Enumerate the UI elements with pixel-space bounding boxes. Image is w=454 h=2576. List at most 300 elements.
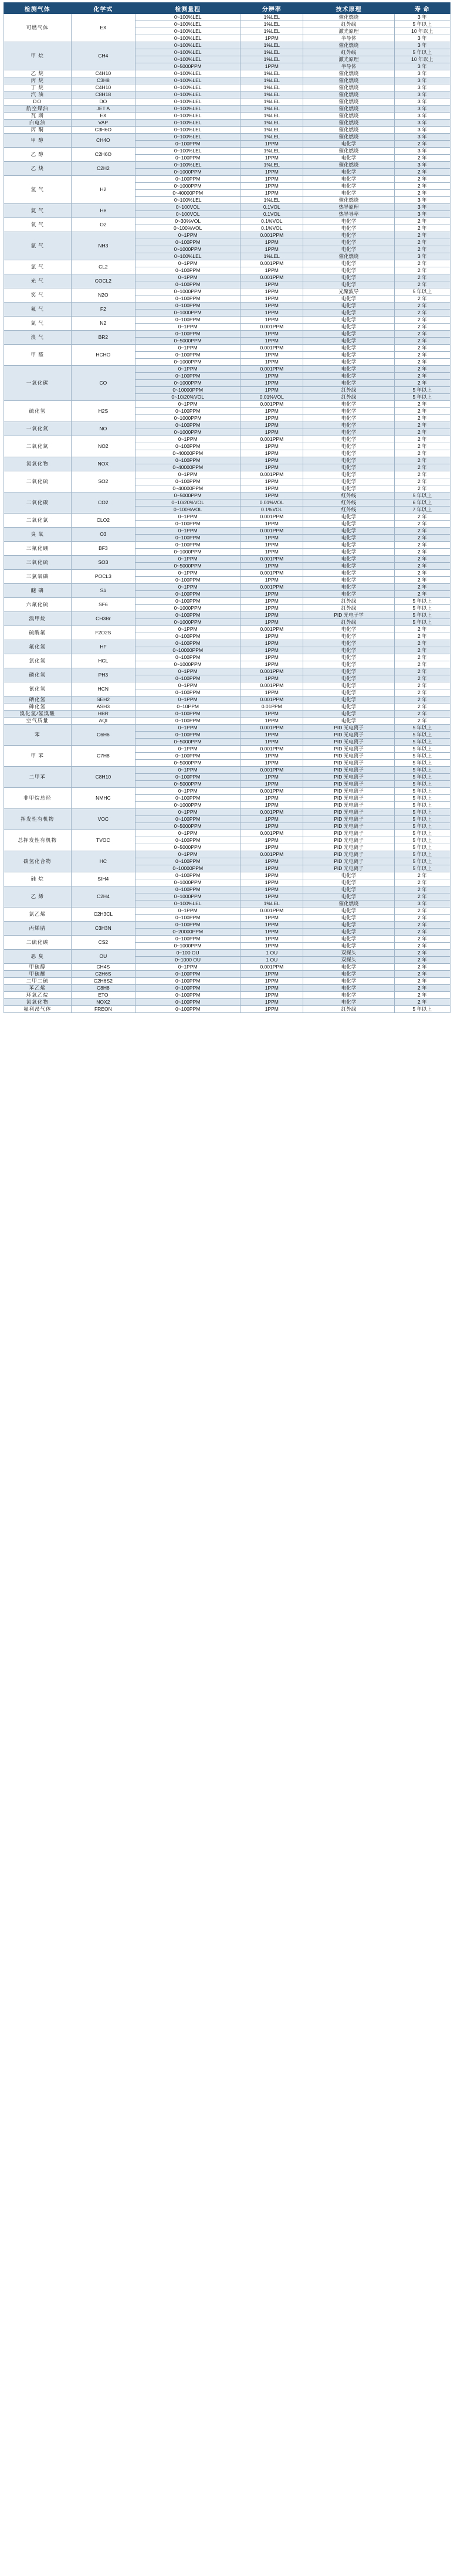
cell-range: 0~1PPM bbox=[135, 746, 240, 753]
cell-lifetime: 2 年 bbox=[394, 908, 450, 915]
cell-technology: 电化学 bbox=[303, 696, 394, 704]
cell-lifetime: 2 年 bbox=[394, 155, 450, 162]
cell-range: 0~1PPM bbox=[135, 324, 240, 331]
cell-lifetime: 2 年 bbox=[394, 922, 450, 929]
cell-technology: 电化学 bbox=[303, 985, 394, 992]
cell-resolution: 1PPM bbox=[240, 816, 303, 823]
cell-range: 0~1000PPM bbox=[135, 183, 240, 190]
cell-range: 0~100PPM bbox=[135, 542, 240, 549]
table-row bbox=[4, 668, 450, 675]
cell-resolution: 1PPM bbox=[240, 795, 303, 802]
cell-gas-name: 乙 醇 bbox=[4, 148, 72, 162]
cell-range: 0~100PPM bbox=[135, 457, 240, 464]
cell-technology: 电化学 bbox=[303, 886, 394, 893]
cell-range: 0~100PPM bbox=[135, 816, 240, 823]
cell-range: 0~1PPM bbox=[135, 626, 240, 633]
cell-technology: 催化燃烧 bbox=[303, 42, 394, 49]
cell-lifetime: 3 年 bbox=[394, 91, 450, 98]
cell-lifetime: 2 年 bbox=[394, 872, 450, 879]
cell-resolution: 1PPM bbox=[240, 893, 303, 900]
cell-formula: BR2 bbox=[71, 331, 135, 345]
cell-resolution: 1PPM bbox=[240, 310, 303, 317]
cell-range: 0~1PPM bbox=[135, 436, 240, 443]
cell-resolution: 1PPM bbox=[240, 760, 303, 767]
cell-formula: NO2 bbox=[71, 436, 135, 457]
cell-lifetime: 10 年以上 bbox=[394, 56, 450, 63]
cell-range: 0~1000PPM bbox=[135, 619, 240, 626]
table-row bbox=[4, 654, 450, 661]
cell-formula: C3H3N bbox=[71, 922, 135, 936]
cell-range: 0~100PPM bbox=[135, 281, 240, 288]
cell-range: 0~100PPM bbox=[135, 936, 240, 943]
cell-formula: SO2 bbox=[71, 471, 135, 492]
cell-range: 0~1PPM bbox=[135, 767, 240, 774]
cell-gas-name: 挥发性有机物 bbox=[4, 809, 72, 830]
cell-lifetime: 3 年 bbox=[394, 148, 450, 155]
cell-resolution: 0.001PPM bbox=[240, 668, 303, 675]
cell-lifetime: 3 年 bbox=[394, 35, 450, 42]
cell-resolution: 1PPM bbox=[240, 380, 303, 387]
table-row bbox=[4, 978, 450, 985]
cell-lifetime: 3 年 bbox=[394, 70, 450, 77]
cell-range: 0~1PPM bbox=[135, 366, 240, 373]
cell-technology: 电化学 bbox=[303, 281, 394, 288]
cell-gas-name: 瓦 斯 bbox=[4, 113, 72, 120]
cell-resolution: 0.001PPM bbox=[240, 528, 303, 535]
cell-range: 0~100PPM bbox=[135, 598, 240, 605]
cell-resolution: 1PPM bbox=[240, 858, 303, 865]
col-header-resolution: 分辨率 bbox=[240, 3, 303, 14]
cell-technology: 催化燃烧 bbox=[303, 900, 394, 908]
cell-technology: 电化学 bbox=[303, 535, 394, 542]
cell-technology: PID 光电离子 bbox=[303, 746, 394, 753]
cell-resolution: 1PPM bbox=[240, 373, 303, 380]
cell-resolution: 0.1VOL bbox=[240, 204, 303, 211]
table-row bbox=[4, 964, 450, 971]
cell-range: 0~10PPM bbox=[135, 704, 240, 711]
table-row bbox=[4, 14, 450, 21]
cell-technology: 电化学 bbox=[303, 929, 394, 936]
cell-formula: C8H18 bbox=[71, 91, 135, 98]
cell-resolution: 1 OU bbox=[240, 957, 303, 964]
cell-technology: 电化学 bbox=[303, 218, 394, 225]
cell-resolution: 0.001PPM bbox=[240, 626, 303, 633]
cell-resolution: 0.001PPM bbox=[240, 830, 303, 837]
cell-technology: 电化学 bbox=[303, 345, 394, 352]
cell-technology: 红外线 bbox=[303, 499, 394, 507]
cell-lifetime: 3 年 bbox=[394, 77, 450, 84]
cell-technology: PID 光电离子 bbox=[303, 802, 394, 809]
cell-technology: 电化学 bbox=[303, 992, 394, 999]
cell-resolution: 1PPM bbox=[240, 457, 303, 464]
cell-lifetime: 2 年 bbox=[394, 893, 450, 900]
cell-technology: 电化学 bbox=[303, 711, 394, 718]
table-row bbox=[4, 422, 450, 429]
cell-technology: 电化学 bbox=[303, 324, 394, 331]
cell-formula: VOC bbox=[71, 809, 135, 830]
cell-range: 0~100%LEL bbox=[135, 42, 240, 49]
cell-resolution: 1PPM bbox=[240, 640, 303, 647]
cell-gas-name: 丙 烷 bbox=[4, 77, 72, 84]
cell-resolution: 1PPM bbox=[240, 303, 303, 310]
cell-lifetime: 5 年以上 bbox=[394, 830, 450, 837]
table-row bbox=[4, 809, 450, 816]
cell-gas-name: 氨 气 bbox=[4, 232, 72, 260]
cell-lifetime: 2 年 bbox=[394, 915, 450, 922]
table-row bbox=[4, 922, 450, 929]
cell-resolution: 1PPM bbox=[240, 802, 303, 809]
cell-technology: 红外线 bbox=[303, 394, 394, 401]
cell-technology: 催化燃烧 bbox=[303, 77, 394, 84]
cell-formula: C2H6S bbox=[71, 971, 135, 978]
cell-gas-name: 臭 氧 bbox=[4, 528, 72, 542]
cell-range: 0~100%LEL bbox=[135, 120, 240, 127]
cell-technology: 电化学 bbox=[303, 936, 394, 943]
cell-gas-name: 氢 气 bbox=[4, 176, 72, 204]
cell-technology: 电化学 bbox=[303, 549, 394, 556]
table-row bbox=[4, 514, 450, 521]
cell-technology: 光聚波导 bbox=[303, 288, 394, 295]
cell-lifetime: 5 年以上 bbox=[394, 605, 450, 612]
cell-range: 0~100PPM bbox=[135, 711, 240, 718]
cell-lifetime: 3 年 bbox=[394, 106, 450, 113]
table-row bbox=[4, 830, 450, 837]
cell-lifetime: 2 年 bbox=[394, 443, 450, 450]
cell-range: 0~100PPM bbox=[135, 267, 240, 274]
table-row bbox=[4, 908, 450, 915]
cell-gas-name: 丙烯腈 bbox=[4, 922, 72, 936]
cell-lifetime: 3 年 bbox=[394, 84, 450, 91]
cell-gas-name: 一氧化氮 bbox=[4, 422, 72, 436]
cell-range: 0~100%VOL bbox=[135, 225, 240, 232]
cell-resolution: 1PPM bbox=[240, 317, 303, 324]
cell-formula: N2 bbox=[71, 317, 135, 331]
cell-range: 0~100PPM bbox=[135, 640, 240, 647]
cell-resolution: 1PPM bbox=[240, 429, 303, 436]
col-header-gas: 检测气体 bbox=[4, 3, 72, 14]
cell-technology: 电化学 bbox=[303, 626, 394, 633]
cell-resolution: 0.001PPM bbox=[240, 696, 303, 704]
cell-technology: 电化学 bbox=[303, 429, 394, 436]
cell-formula: HCN bbox=[71, 682, 135, 696]
cell-formula: BF3 bbox=[71, 542, 135, 556]
cell-gas-name: 非甲烷总烃 bbox=[4, 788, 72, 809]
cell-range: 0~100PPM bbox=[135, 795, 240, 802]
cell-range: 0~1PPM bbox=[135, 260, 240, 267]
cell-range: 0~100VOL bbox=[135, 204, 240, 211]
cell-lifetime: 5 年以上 bbox=[394, 767, 450, 774]
cell-technology: 电化学 bbox=[303, 577, 394, 584]
cell-formula: POCL3 bbox=[71, 570, 135, 584]
cell-technology: 电化学 bbox=[303, 303, 394, 310]
cell-lifetime: 5 年以上 bbox=[394, 837, 450, 844]
cell-resolution: 1PPM bbox=[240, 267, 303, 274]
cell-range: 0~1PPM bbox=[135, 570, 240, 577]
cell-resolution: 0.001PPM bbox=[240, 584, 303, 591]
table-row bbox=[4, 127, 450, 134]
cell-lifetime: 2 年 bbox=[394, 535, 450, 542]
cell-technology: 电化学 bbox=[303, 190, 394, 197]
cell-range: 0~10/20%VOL bbox=[135, 499, 240, 507]
cell-lifetime: 5 年以上 bbox=[394, 802, 450, 809]
cell-lifetime: 5 年以上 bbox=[394, 753, 450, 760]
cell-range: 0~100PPM bbox=[135, 872, 240, 879]
cell-formula: TVOC bbox=[71, 830, 135, 851]
cell-technology: 双探头 bbox=[303, 950, 394, 957]
cell-range: 0~1PPM bbox=[135, 851, 240, 858]
cell-lifetime: 2 年 bbox=[394, 978, 450, 985]
cell-resolution: 1%LEL bbox=[240, 77, 303, 84]
cell-resolution: 1PPM bbox=[240, 359, 303, 366]
cell-gas-name: 氟利昂气体 bbox=[4, 1006, 72, 1013]
cell-lifetime: 5 年以上 bbox=[394, 387, 450, 394]
cell-formula: CO bbox=[71, 366, 135, 401]
cell-technology: 电化学 bbox=[303, 675, 394, 682]
table-row bbox=[4, 288, 450, 295]
cell-resolution: 1%LEL bbox=[240, 21, 303, 28]
cell-lifetime: 2 年 bbox=[394, 640, 450, 647]
cell-technology: PID 光电离子 bbox=[303, 732, 394, 739]
cell-lifetime: 2 年 bbox=[394, 689, 450, 696]
table-row bbox=[4, 162, 450, 169]
cell-range: 0~100PPM bbox=[135, 176, 240, 183]
cell-lifetime: 2 年 bbox=[394, 450, 450, 457]
cell-lifetime: 3 年 bbox=[394, 211, 450, 218]
cell-range: 0~1PPM bbox=[135, 528, 240, 535]
cell-resolution: 1PPM bbox=[240, 732, 303, 739]
cell-lifetime: 5 年以上 bbox=[394, 816, 450, 823]
table-row bbox=[4, 317, 450, 324]
cell-lifetime: 2 年 bbox=[394, 176, 450, 183]
cell-resolution: 1PPM bbox=[240, 872, 303, 879]
cell-range: 0~100%LEL bbox=[135, 77, 240, 84]
cell-resolution: 0.001PPM bbox=[240, 345, 303, 352]
cell-formula: COCL2 bbox=[71, 274, 135, 288]
cell-lifetime: 2 年 bbox=[394, 626, 450, 633]
cell-lifetime: 3 年 bbox=[394, 900, 450, 908]
cell-range: 0~100PPM bbox=[135, 633, 240, 640]
cell-lifetime: 2 年 bbox=[394, 992, 450, 999]
cell-gas-name: 汽 油 bbox=[4, 91, 72, 98]
cell-lifetime: 2 年 bbox=[394, 429, 450, 436]
cell-lifetime: 3 年 bbox=[394, 197, 450, 204]
cell-lifetime: 2 年 bbox=[394, 169, 450, 176]
cell-range: 0~100PPM bbox=[135, 675, 240, 682]
cell-formula: OU bbox=[71, 950, 135, 964]
cell-range: 0~100PPM bbox=[135, 1006, 240, 1013]
cell-technology: 电化学 bbox=[303, 563, 394, 570]
cell-resolution: 1PPM bbox=[240, 922, 303, 929]
table-row bbox=[4, 725, 450, 732]
cell-technology: 电化学 bbox=[303, 422, 394, 429]
cell-technology: 电化学 bbox=[303, 964, 394, 971]
cell-resolution: 0.1%VOL bbox=[240, 218, 303, 225]
cell-range: 0~100PPM bbox=[135, 443, 240, 450]
cell-lifetime: 2 年 bbox=[394, 422, 450, 429]
cell-gas-name: 二硫化碳 bbox=[4, 936, 72, 950]
cell-technology: PID 光电离子 bbox=[303, 809, 394, 816]
cell-lifetime: 2 年 bbox=[394, 352, 450, 359]
cell-technology: 电化学 bbox=[303, 401, 394, 408]
cell-range: 0~1000PPM bbox=[135, 879, 240, 886]
cell-technology: 电化学 bbox=[303, 141, 394, 148]
table-row bbox=[4, 598, 450, 605]
cell-range: 0~100%LEL bbox=[135, 98, 240, 106]
cell-lifetime: 2 年 bbox=[394, 457, 450, 464]
cell-gas-name: 丁 烷 bbox=[4, 84, 72, 91]
cell-range: 0~5000PPM bbox=[135, 760, 240, 767]
cell-resolution: 1%LEL bbox=[240, 148, 303, 155]
cell-range: 0~1000PPM bbox=[135, 246, 240, 253]
cell-resolution: 0.001PPM bbox=[240, 851, 303, 858]
cell-technology: 半导体 bbox=[303, 35, 394, 42]
cell-resolution: 0.001PPM bbox=[240, 809, 303, 816]
cell-lifetime: 2 年 bbox=[394, 183, 450, 190]
cell-lifetime: 5 年以上 bbox=[394, 21, 450, 28]
cell-range: 0~1000PPM bbox=[135, 310, 240, 317]
cell-technology: 电化学 bbox=[303, 528, 394, 535]
cell-lifetime: 5 年以上 bbox=[394, 809, 450, 816]
cell-technology: 电化学 bbox=[303, 274, 394, 281]
cell-lifetime: 2 年 bbox=[394, 957, 450, 964]
cell-technology: 电化学 bbox=[303, 457, 394, 464]
cell-resolution: 0.001PPM bbox=[240, 964, 303, 971]
cell-gas-name: 氦 气 bbox=[4, 204, 72, 218]
cell-lifetime: 2 年 bbox=[394, 521, 450, 528]
cell-technology: 电化学 bbox=[303, 640, 394, 647]
cell-formula: ETO bbox=[71, 992, 135, 999]
cell-resolution: 1%LEL bbox=[240, 253, 303, 260]
cell-lifetime: 5 年以上 bbox=[394, 795, 450, 802]
cell-technology: 催化燃烧 bbox=[303, 70, 394, 77]
cell-technology: 电化学 bbox=[303, 661, 394, 668]
cell-technology: 电化学 bbox=[303, 246, 394, 253]
cell-technology: 电化学 bbox=[303, 915, 394, 922]
cell-range: 0~100%LEL bbox=[135, 162, 240, 169]
cell-lifetime: 2 年 bbox=[394, 943, 450, 950]
cell-technology: 电化学 bbox=[303, 668, 394, 675]
table-row bbox=[4, 851, 450, 858]
cell-gas-name: 硅 烷 bbox=[4, 872, 72, 886]
cell-formula: CH3Br bbox=[71, 612, 135, 626]
cell-technology: PID 光电离子 bbox=[303, 753, 394, 760]
cell-resolution: 1PPM bbox=[240, 190, 303, 197]
cell-lifetime: 2 年 bbox=[394, 682, 450, 689]
cell-resolution: 0.01%VOL bbox=[240, 499, 303, 507]
cell-resolution: 1PPM bbox=[240, 408, 303, 415]
cell-lifetime: 3 年 bbox=[394, 98, 450, 106]
cell-formula: C2H3CL bbox=[71, 908, 135, 922]
cell-resolution: 1%LEL bbox=[240, 28, 303, 35]
cell-technology: 电化学 bbox=[303, 971, 394, 978]
cell-resolution: 1PPM bbox=[240, 886, 303, 893]
cell-technology: 催化燃烧 bbox=[303, 106, 394, 113]
cell-resolution: 1PPM bbox=[240, 443, 303, 450]
cell-gas-name: 总挥发性有机物 bbox=[4, 830, 72, 851]
cell-resolution: 0.001PPM bbox=[240, 260, 303, 267]
cell-technology: 催化燃烧 bbox=[303, 197, 394, 204]
cell-range: 0~100%LEL bbox=[135, 84, 240, 91]
cell-lifetime: 2 年 bbox=[394, 661, 450, 668]
cell-technology: 电化学 bbox=[303, 647, 394, 654]
cell-technology: 电化学 bbox=[303, 239, 394, 246]
cell-lifetime: 3 年 bbox=[394, 42, 450, 49]
cell-lifetime: 7 年以上 bbox=[394, 507, 450, 514]
cell-lifetime: 2 年 bbox=[394, 380, 450, 387]
cell-range: 0~100PPM bbox=[135, 352, 240, 359]
cell-formula: O3 bbox=[71, 528, 135, 542]
cell-lifetime: 5 年以上 bbox=[394, 823, 450, 830]
cell-resolution: 1PPM bbox=[240, 823, 303, 830]
cell-gas-name: 二氧化硫 bbox=[4, 471, 72, 492]
cell-technology: 电化学 bbox=[303, 295, 394, 303]
cell-lifetime: 6 年以上 bbox=[394, 499, 450, 507]
cell-lifetime: 2 年 bbox=[394, 478, 450, 485]
cell-range: 0~100PPM bbox=[135, 521, 240, 528]
cell-formula: C8H8 bbox=[71, 985, 135, 992]
cell-formula: CH4O bbox=[71, 134, 135, 148]
cell-technology: 电化学 bbox=[303, 591, 394, 598]
cell-formula: C2H6S2 bbox=[71, 978, 135, 985]
cell-resolution: 1PPM bbox=[240, 535, 303, 542]
cell-technology: 催化燃烧 bbox=[303, 91, 394, 98]
cell-range: 0~1000PPM bbox=[135, 893, 240, 900]
col-header-lifetime: 寿 命 bbox=[394, 3, 450, 14]
cell-gas-name: 醚 磷 bbox=[4, 584, 72, 598]
cell-resolution: 1PPM bbox=[240, 837, 303, 844]
cell-formula: HC bbox=[71, 851, 135, 872]
cell-technology: PID 光电离子 bbox=[303, 851, 394, 858]
cell-range: 0~1PPM bbox=[135, 908, 240, 915]
cell-resolution: 1PPM bbox=[240, 999, 303, 1006]
cell-range: 0~100%LEL bbox=[135, 197, 240, 204]
cell-resolution: 1PPM bbox=[240, 612, 303, 619]
cell-resolution: 0.1%VOL bbox=[240, 225, 303, 232]
cell-formula: NMHC bbox=[71, 788, 135, 809]
cell-lifetime: 2 年 bbox=[394, 647, 450, 654]
cell-technology: 电化学 bbox=[303, 176, 394, 183]
table-row bbox=[4, 134, 450, 141]
cell-formula: C7H8 bbox=[71, 746, 135, 767]
cell-lifetime: 5 年以上 bbox=[394, 1006, 450, 1013]
cell-formula: H2S bbox=[71, 401, 135, 422]
cell-technology: 电化学 bbox=[303, 485, 394, 492]
cell-lifetime: 2 年 bbox=[394, 879, 450, 886]
table-row bbox=[4, 436, 450, 443]
cell-resolution: 1PPM bbox=[240, 936, 303, 943]
table-row bbox=[4, 70, 450, 77]
cell-lifetime: 2 年 bbox=[394, 542, 450, 549]
cell-range: 0~100PPM bbox=[135, 858, 240, 865]
cell-technology: PID 光电离子 bbox=[303, 795, 394, 802]
cell-resolution: 1PPM bbox=[240, 35, 303, 42]
cell-resolution: 0.001PPM bbox=[240, 556, 303, 563]
cell-range: 0~5000PPM bbox=[135, 844, 240, 851]
cell-gas-name: 二氧化氯 bbox=[4, 514, 72, 528]
cell-range: 0~100%LEL bbox=[135, 113, 240, 120]
cell-technology: 电化学 bbox=[303, 436, 394, 443]
cell-resolution: 1PPM bbox=[240, 450, 303, 457]
cell-resolution: 1PPM bbox=[240, 654, 303, 661]
cell-gas-name: 丙 酮 bbox=[4, 127, 72, 134]
cell-formula: C2H2 bbox=[71, 162, 135, 176]
cell-formula: EX bbox=[71, 113, 135, 120]
cell-gas-name: 航空煤油 bbox=[4, 106, 72, 113]
cell-resolution: 1PPM bbox=[240, 661, 303, 668]
cell-technology: 电化学 bbox=[303, 943, 394, 950]
table-row bbox=[4, 767, 450, 774]
cell-lifetime: 2 年 bbox=[394, 633, 450, 640]
